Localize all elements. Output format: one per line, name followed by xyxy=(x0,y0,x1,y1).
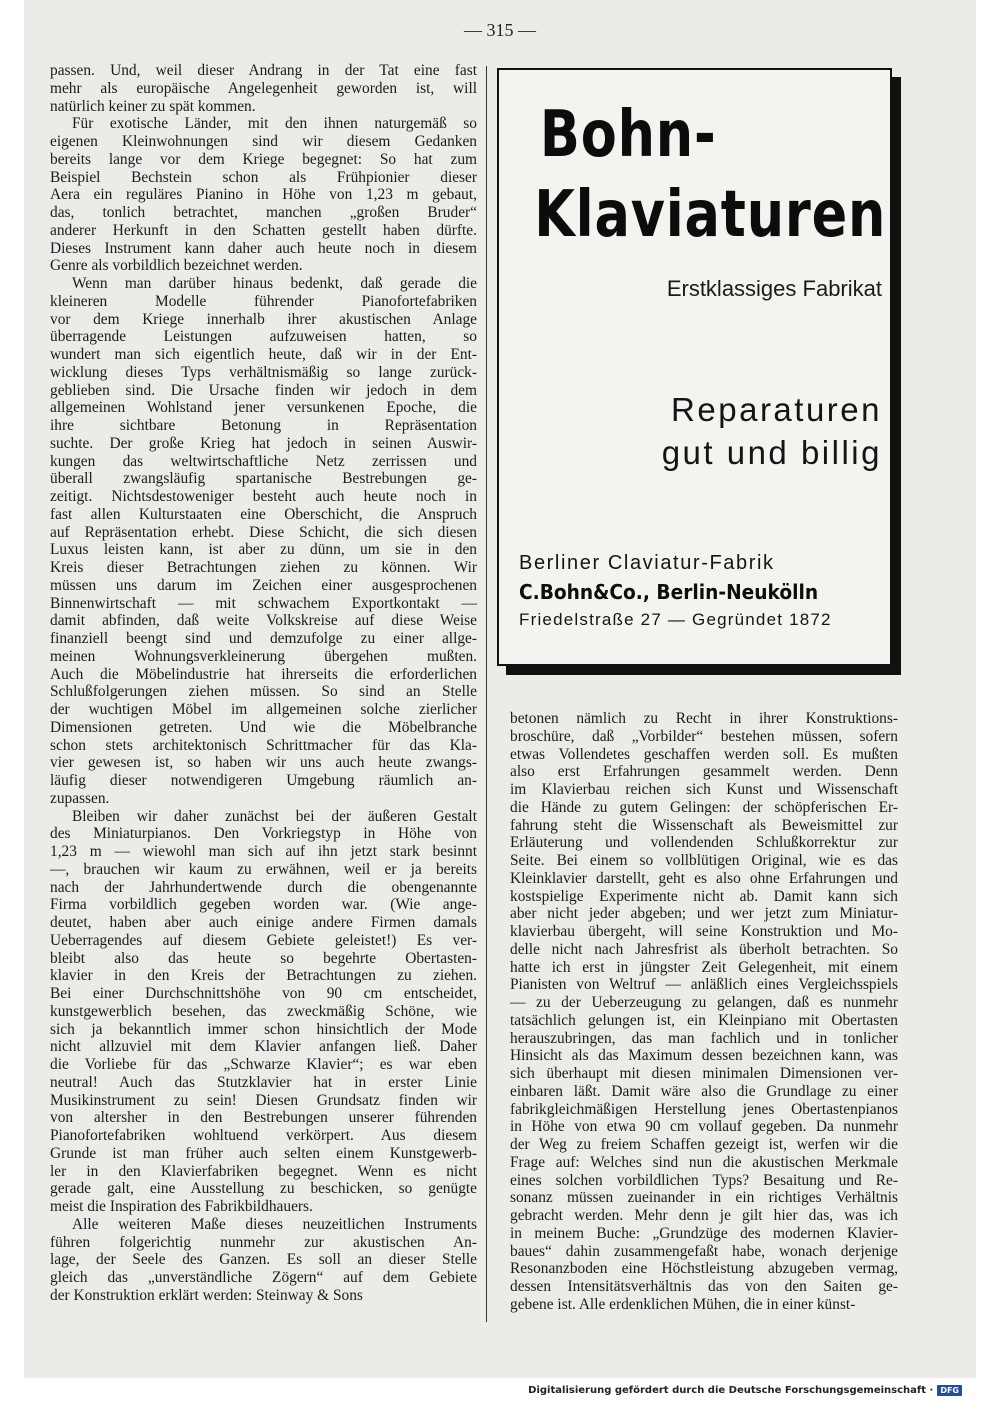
dfg-logo: DFG xyxy=(937,1385,962,1396)
text-line: läufig dieser notwendigeren Umgebung räumlich an- xyxy=(50,772,477,789)
text-line: also erst Erfahrungen gesammelt werden. Denn xyxy=(510,763,898,781)
text-line: sich ja bekanntlich immer schon hinsichtlich der Mode xyxy=(50,1020,477,1038)
text-line: Wenn man darüber hinaus bedenkt, daß gerade die xyxy=(72,275,477,292)
text-line: der Weg zu freiem Schaffen gezeigt ist, werfen wir die xyxy=(510,1136,898,1153)
text-line: nicht allzuviel mit dem Klavier anfangen ließ. Daher xyxy=(50,1038,477,1056)
text-line: die Vorliebe für das „Schwarze Klavier“; es war eben xyxy=(50,1056,477,1073)
text-line: anderer Herkunft in den Schatten gestellt haben dürfte. xyxy=(50,221,477,239)
text-line: klavierbau übergeht, will seine Konstruktion und Mo- xyxy=(510,923,898,940)
text-line: — zu der Ueberzeugung zu gelangen, daß es nunmehr xyxy=(510,994,898,1011)
text-line: von altersher in den Bestrebungen unserer führenden xyxy=(50,1109,477,1127)
text-line: wundert man sich eigentlich heute, daß wir in der Ent- xyxy=(50,346,477,363)
text-line: zeitigt. Nichtsdestoweniger besteht auch heute noch in xyxy=(50,488,477,505)
text-line: in Höhe von etwa 90 cm vollauf gegeben. Da nunmehr xyxy=(510,1118,898,1136)
text-line: auf Repräsentation erhebt. Diese Schicht, die sich diesen xyxy=(50,523,477,541)
text-line: herauszubringen, das man fachlich und in tonlicher xyxy=(510,1029,898,1047)
text-line: führen folgerichtig nunmehr zur akustischen An- xyxy=(50,1233,477,1251)
text-line: Luxus leisten kann, ist aber zu dünn, um sie in den xyxy=(50,541,477,559)
text-line: bleibt also das heute so begehrte Obertasten- xyxy=(50,949,477,967)
text-line: geblieben sind. Die Ursache finden wir jedoch in dem xyxy=(50,381,477,399)
text-line: Alle weiteren Maße dieses neuzeitlichen Instruments xyxy=(72,1215,477,1233)
text-line: dessen Intensitätsverhältnis das von den Saiten ge- xyxy=(510,1278,898,1295)
text-line: eigenen Kleinwohnungen sind wir diesem Gedanken xyxy=(50,133,477,150)
text-line: Genre als vorbildlich bezeichnet werden. xyxy=(50,257,303,275)
ad-subtitle: Erstklassiges Fabrikat xyxy=(666,276,882,301)
text-line: gebracht werden. Mehr denn je gilt hier das, was ich xyxy=(510,1207,898,1224)
text-line: Dieses Instrument kann daher auch heute noch in diesem xyxy=(50,239,477,257)
text-line: Ueberragendes auf diesem Gebiete geleistet!) Es ver- xyxy=(50,931,477,949)
text-line: Binnenwirtschaft — mit schwachem Exportkontakt — xyxy=(50,594,477,612)
text-line: vor dem Kriege innerhalb ihrer akustischen Anlage xyxy=(50,310,477,328)
text-line: kleineren Modelle führender Pianofortefabriken xyxy=(50,292,477,310)
text-line: bereits lange vor dem Kriege begegnet: So hat zum xyxy=(50,150,477,168)
text-line: aber nicht jeder abgeben; und wer jetzt zum Miniatur- xyxy=(510,905,898,923)
text-line: Bleiben wir daher zunächst bei der äußeren Gestalt xyxy=(72,807,477,825)
digitization-footer xyxy=(528,1385,962,1396)
text-line: Seite. Bei einem so vollblütigen Original, wie es das xyxy=(510,852,898,869)
text-line: einbaren läßt. Damit wäre also die Grundlage zu einer xyxy=(510,1082,898,1100)
text-line: Bei einer Durchschnittshöhe von 90 cm entscheidet, xyxy=(50,985,477,1002)
text-line: Erläuterung und vollendenden Schlußkorrektur zur xyxy=(510,834,898,852)
text-line: ihre sichtbare Betonung in Repräsentation xyxy=(50,417,477,434)
text-line: Aera ein reguläres Pianino in Höhe von 1,23 m gebaut, xyxy=(50,186,477,204)
text-line: Pianisten von Weltruf — anläßlich eines Vergleichsspiels xyxy=(510,976,898,994)
right-text-column xyxy=(510,710,898,1314)
ad-repair-line-1: Reparaturen xyxy=(671,391,882,428)
text-line: ler in den Klavierfabriken begegnet. Wenn es nicht xyxy=(50,1162,477,1180)
column-divider xyxy=(486,66,487,1322)
ad-headline-bohn: Bohn- xyxy=(539,98,717,172)
text-line: des Miniaturpianos. Den Vorkriegstyp in Höhe von xyxy=(50,825,477,843)
ad-repair-text xyxy=(662,388,882,474)
ad-firm-name: Berliner Claviatur-Fabrik xyxy=(519,552,775,574)
text-line: zupassen. xyxy=(50,789,110,807)
text-line: fast allen Kulturstaaten eine Oberschicht, die Anspruch xyxy=(50,505,477,523)
text-line: in meinem Buche: „Grundzüge des modernen Klavier- xyxy=(510,1224,898,1242)
text-line: fabrikgleichmäßigen Herstellung jenes Obertastenpianos xyxy=(510,1100,898,1118)
text-line: Resonanzboden eine Höchstleistung abzugeben vermag, xyxy=(510,1260,898,1278)
text-line: neutral! Auch das Stutzklavier hat in erster Linie xyxy=(50,1073,477,1091)
text-line: gebene ist. Alle erdenklichen Mühen, die in einer künst- xyxy=(510,1295,856,1313)
text-line: Auch die Möbelindustrie hat ihrerseits die erforderlichen xyxy=(50,665,477,683)
text-line: eines solchen vorbildlichen Typs? Besaitung und Re- xyxy=(510,1171,898,1189)
text-line: Beispiel Bechstein schon als Frühpionier dieser xyxy=(50,168,477,186)
text-line: vier gewesen ist, so haben wir uns auch heute zwangs- xyxy=(50,754,477,772)
text-line: Firma vorbildlich gegeben worden war. (Wie ange- xyxy=(50,896,477,914)
text-line: tatsächlich gelungen ist, ein Kleinpiano mit Obertasten xyxy=(510,1011,898,1029)
text-line: müssen uns darum im Zeichen einer ausgesprochenen xyxy=(50,576,477,594)
text-line: Musikinstrument zu sein! Diesen Grundsatz finden wir xyxy=(50,1091,477,1109)
text-line: kunstgewerblich besehen, das zweckmäßig Schöne, wie xyxy=(50,1002,477,1020)
text-line: —, brauchen wir kaum zu erwähnen, weil er ja bereits xyxy=(50,860,477,878)
text-line: nach der Jahrhundertwende durch die obengenannte xyxy=(50,878,477,896)
text-line: Hinsicht als das Maximum dessen bezeichnen kann, was xyxy=(510,1047,898,1065)
text-line: überragende Leistungen aufzuweisen hatten, so xyxy=(50,328,477,346)
text-line: gerade galt, eine Ausstellung zu beschicken, so genügte xyxy=(50,1180,477,1198)
advertisement xyxy=(497,68,892,666)
text-line: kungen das weltwirtschaftliche Netz zerrissen und xyxy=(50,452,477,470)
text-line: damit abfinden, daß weite Volkskreise auf diese Weise xyxy=(50,612,477,630)
left-text-column xyxy=(50,62,477,1305)
text-line: Kleinklavier darstellt, geht es also ohne Erfahrungen und xyxy=(510,869,898,887)
text-line: klavier in den Kreis der Betrachtungen zu ziehen. xyxy=(50,967,477,985)
text-line: mehr als europäische Angelegenheit geworden ist, will xyxy=(50,79,477,97)
text-line: das, tonlich betrachtet, manchen „großen Bruder“ xyxy=(50,204,477,221)
text-line: suchte. Der große Krieg hat jedoch in seinen Auswir- xyxy=(50,434,477,452)
text-line: Für exotische Länder, mit den ihnen naturgemäß so xyxy=(72,115,477,133)
ad-firm-company: C.Bohn&Co., Berlin-Neukölln xyxy=(519,580,819,604)
text-line: fahrung steht die Wissenschaft als Beweismittel zur xyxy=(510,816,898,834)
text-line: meinen Wohnungsverkleinerung übergehen mußten. xyxy=(50,647,477,665)
text-line: broschüre, daß „Vorbilder“ bestehen müssen, sofern xyxy=(510,727,898,745)
text-line: der wuchtigen Möbel im allgemeinen solche zierlicher xyxy=(50,701,477,718)
text-line: schon stets architektonisch Schrittmacher für das Kla- xyxy=(50,736,477,754)
text-line: meist die Inspiration des Fabrikbildhauers. xyxy=(50,1198,313,1215)
text-line: kostspielige Experimente nicht ab. Damit kann sich xyxy=(510,887,898,905)
ad-headline-klaviaturen: Klaviaturen xyxy=(534,178,887,252)
text-line: die Hände zu gutem Gelingen: der schöpferischen Er- xyxy=(510,798,898,816)
text-line: passen. Und, weil dieser Andrang in der Tat eine fast xyxy=(50,62,477,79)
text-line: Frage auf: Welches sind nun die akustischen Merkmale xyxy=(510,1153,898,1171)
text-line: allgemeinen Wohlstand jener versunkenen Epoche, die xyxy=(50,399,477,417)
text-line: baues“ dahin zusammengefaßt habe, wonach derjenige xyxy=(510,1242,898,1260)
text-line: deutet, haben aber auch einige andere Firmen damals xyxy=(50,914,477,931)
text-line: Grunde ist man früher auch selten einem Kunstgewerb- xyxy=(50,1144,477,1162)
text-line: finanziell beengt sind und demzufolge zu einer allge- xyxy=(50,630,477,647)
text-line: sich überhaupt mit diesen minimalen Dimensionen ver- xyxy=(510,1065,898,1082)
text-line: lage, der Seele des Ganzen. Es soll an dieser Stelle xyxy=(50,1251,477,1269)
text-line: 1,23 m — wiewohl man sich auf ihn jetzt stark besinnt xyxy=(50,843,477,860)
text-line: hatte ich erst in jüngster Zeit Gelegenheit, mit einem xyxy=(510,958,898,976)
text-line: Dimensionen getreten. Und wie die Möbelbranche xyxy=(50,718,477,736)
page-number: — 315 — xyxy=(464,20,536,40)
text-line: etwas Vollendetes geschaffen werden soll. Es mußten xyxy=(510,745,898,763)
ad-repair-line-2: gut und billig xyxy=(661,434,882,471)
text-line: natürlich keiner zu spät kommen. xyxy=(50,97,256,115)
text-line: delle nicht nach Jahresfrist als überholt betrachten. So xyxy=(510,940,898,958)
ad-firm-address: Friedelstraße 27 — Gegründet 1872 xyxy=(519,610,832,629)
text-line: sonanz müssen zueinander in ein richtiges Verhältnis xyxy=(510,1189,898,1207)
text-line: betonen nämlich zu Recht in ihrer Konstruktions- xyxy=(510,710,898,727)
text-line: gleich das „unverständliche Zögern“ auf dem Gebiete xyxy=(50,1269,477,1286)
text-line: Schlußfolgerungen ziehen müssen. So sind an Stelle xyxy=(50,683,477,701)
text-line: im Klavierbau reichen sich Kunst und Wissenschaft xyxy=(510,781,898,798)
text-line: Pianofortefabriken wohltuend verkörpert. Aus diesem xyxy=(50,1127,477,1144)
text-line: überall zwangsläufig spartanische Bestrebungen ge- xyxy=(50,470,477,488)
text-line: der Konstruktion erklärt werden: Steinway & Sons xyxy=(50,1286,363,1304)
footer-credit: Digitalisierung gefördert durch die Deutsche Forschungsgemeinschaft · xyxy=(528,1385,934,1396)
text-line: Kreis dieser Betrachtungen ziehen zu können. Wir xyxy=(50,559,477,576)
text-line: wicklung dieses Typs verhältnismäßig so lange zurück- xyxy=(50,363,477,381)
